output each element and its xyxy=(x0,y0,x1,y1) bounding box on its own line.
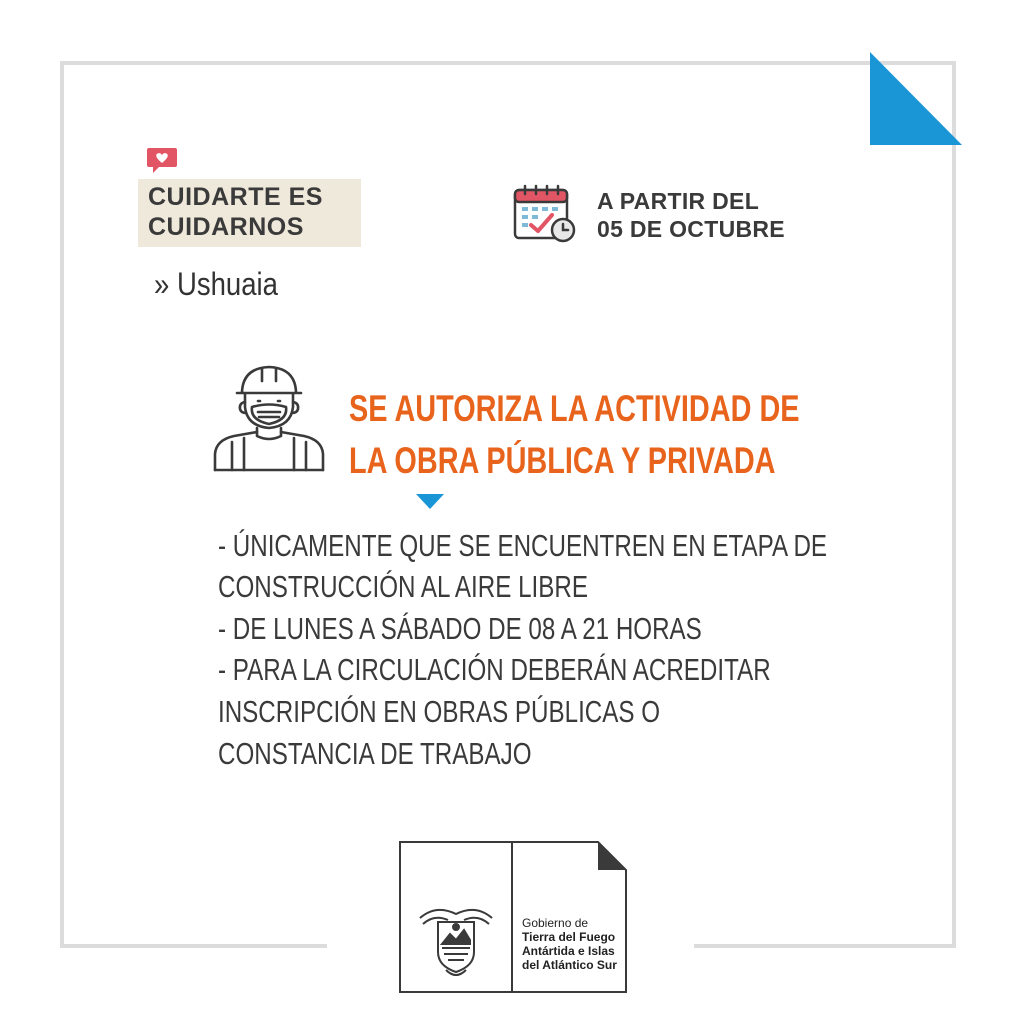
date-label-line-1: A PARTIR DEL xyxy=(597,188,760,214)
frame-top-border xyxy=(60,61,956,65)
logo-text-line-3: Antártida e Islas xyxy=(522,944,615,958)
detail-line: - ÚNICAMENTE QUE SE ENCUENTREN EN ETAPA DE xyxy=(218,528,828,563)
detail-line: - PARA LA CIRCULACIÓN DEBERÁN ACREDITAR xyxy=(218,652,771,687)
headline-line-2: LA OBRA PÚBLICA Y PRIVADA xyxy=(349,440,776,481)
calendar-check-icon xyxy=(512,184,578,244)
heart-chat-icon xyxy=(146,146,178,176)
detail-line: CONSTRUCCIÓN AL AIRE LIBRE xyxy=(218,569,588,604)
date-label-line-2: 05 DE OCTUBRE xyxy=(597,216,785,242)
down-triangle-icon xyxy=(416,494,444,510)
logo-text-line-1: Gobierno de xyxy=(522,916,589,930)
frame-right-border xyxy=(952,61,956,948)
detail-line: - DE LUNES A SÁBADO DE 08 A 21 HORAS xyxy=(218,611,702,646)
location-label: » Ushuaia xyxy=(154,266,278,302)
corner-triangle-decoration xyxy=(870,52,962,145)
headline-line-1: SE AUTORIZA LA ACTIVIDAD DE xyxy=(349,388,800,429)
detail-line: INSCRIPCIÓN EN OBRAS PÚBLICAS O xyxy=(218,694,661,729)
frame-left-border xyxy=(60,61,64,948)
frame-bottom-right-border xyxy=(694,944,956,948)
logo-text-line-2: Tierra del Fuego xyxy=(522,930,616,944)
frame-bottom-left-border xyxy=(60,944,327,948)
campaign-title-line-2: CUIDARNOS xyxy=(148,213,304,241)
construction-worker-icon xyxy=(212,362,326,474)
logo-text-line-4: del Atlántico Sur xyxy=(522,958,617,972)
detail-line: CONSTANCIA DE TRABAJO xyxy=(218,736,532,771)
campaign-title-line-1: CUIDARTE ES xyxy=(148,183,323,211)
